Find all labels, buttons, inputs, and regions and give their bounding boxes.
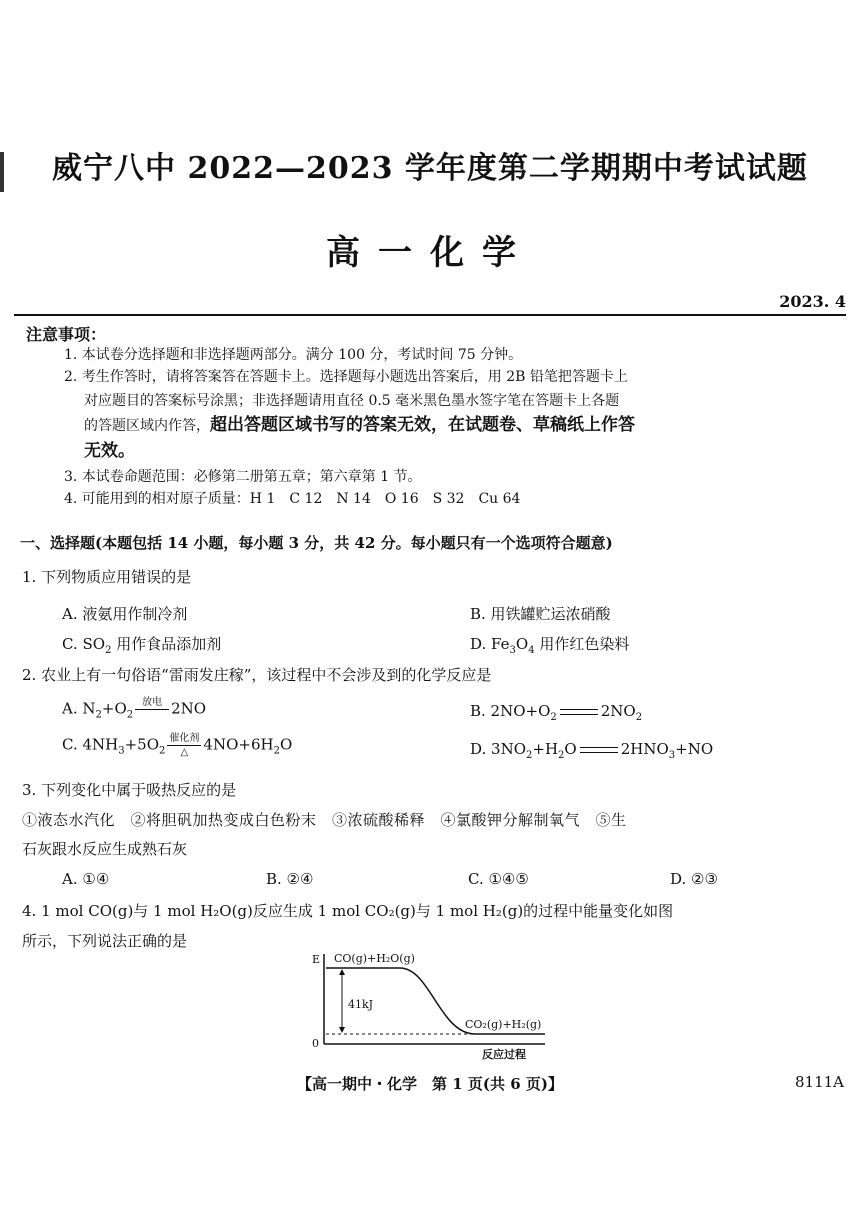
q2-option-a: A. $N_2+O_2$ 放电 2NO xyxy=(62,697,207,721)
energy-diagram xyxy=(300,948,570,1066)
note-2-bold: 超出答题区域书写的答案无效，在试题卷、草稿纸上作答 xyxy=(210,415,635,435)
q3-option-c: C. ①④⑤ xyxy=(468,870,529,888)
q1-option-a: A. 液氨用作制冷剂 xyxy=(62,605,188,623)
note-2-line-4: 无效。 xyxy=(84,441,135,461)
note-2-line-2: 对应题目的答案标号涂黑；非选择题请用直径 0.5 毫米黑色墨水签字笔在答题卡上各题 xyxy=(84,393,620,409)
q1-stem: 1. 下列物质应用错误的是 xyxy=(22,568,192,586)
q1-option-d: D. $Fe_3O_4$ 用作红色染料 xyxy=(470,635,630,656)
note-3: 3. 本试卷命题范围：必修第二册第五章；第六章第 1 节。 xyxy=(64,469,422,485)
exam-title: 威宁八中 2022—2023 学年度第二学期期中考试试题 xyxy=(52,151,808,186)
note-4: 4. 可能用到的相对原子质量：H 1 C 12 N 14 O 16 S 32 Cu 64 xyxy=(64,491,521,507)
exam-date: 2023. 4 xyxy=(779,292,846,311)
q2-option-c: C. $4NH_3+5O_2$ 催化剂 △ $4NO+6H_2O$ xyxy=(62,733,293,758)
note-2-line-1: 2. 考生作答时，请将答案答在答题卡上。选择题每小题选出答案后，用 2B 铅笔把答题卡上 xyxy=(64,369,628,385)
section-heading: 一、选择题(本题包括 14 小题，每小题 3 分，共 42 分。每小题只有一个选项符合题意) xyxy=(20,534,613,552)
paper-code: 8111A xyxy=(794,1073,844,1091)
q2-option-d: D. $3NO_2+H_2O$ $2HNO_3+NO$ xyxy=(470,740,714,761)
q1-option-c: C. $SO_2$ 用作食品添加剂 xyxy=(62,635,222,656)
page-footer: 【高一期中・化学 第 1 页(共 6 页)】 xyxy=(297,1075,563,1093)
q3-option-b: B. ②④ xyxy=(266,870,314,888)
q3-option-a: A. ①④ xyxy=(62,870,110,888)
note-1: 1. 本试卷分选择题和非选择题两部分。满分 100 分，考试时间 75 分钟。 xyxy=(64,347,523,363)
axis-origin: 0 xyxy=(312,1037,319,1050)
label-products: CO₂(g)+H₂(g) xyxy=(465,1018,542,1031)
note-2-line-3 xyxy=(84,414,635,437)
label-delta: 41kJ xyxy=(348,998,374,1011)
q4-line-1: 4. 1 mol CO(g)与 1 mol H₂O(g)反应生成 1 mol CO₂(g)与 1 mol H₂(g)的过程中能量变化如图 xyxy=(22,902,674,920)
axis-label-process: 反应过程 xyxy=(482,1048,526,1061)
q3-line-2: 石灰跟水反应生成熟石灰 xyxy=(22,840,188,858)
header-rule xyxy=(14,314,846,316)
q1-option-b: B. 用铁罐贮运浓硝酸 xyxy=(470,605,611,623)
q2-stem: 2. 农业上有一句俗语“雷雨发庄稼”，该过程中不会涉及到的化学反应是 xyxy=(22,666,492,684)
q2-option-b: B. $2NO+O_2$ $2NO_2$ xyxy=(470,702,643,723)
q3-line-1: ①液态水汽化 ②将胆矾加热变成白色粉末 ③浓硫酸稀释 ④氯酸钾分解制氧气 ⑤生 xyxy=(22,811,627,829)
subject-title: 高一化学 xyxy=(326,233,534,273)
note-2-plain: 的答题区域内作答， xyxy=(84,418,210,434)
q3-stem: 3. 下列变化中属于吸热反应的是 xyxy=(22,781,237,799)
notes-heading: 注意事项： xyxy=(26,325,107,344)
axis-label-energy: E xyxy=(312,953,321,966)
q4-line-2: 所示，下列说法正确的是 xyxy=(22,932,188,950)
label-reactants: CO(g)+H₂O(g) xyxy=(334,952,415,965)
q3-option-d: D. ②③ xyxy=(670,870,718,888)
